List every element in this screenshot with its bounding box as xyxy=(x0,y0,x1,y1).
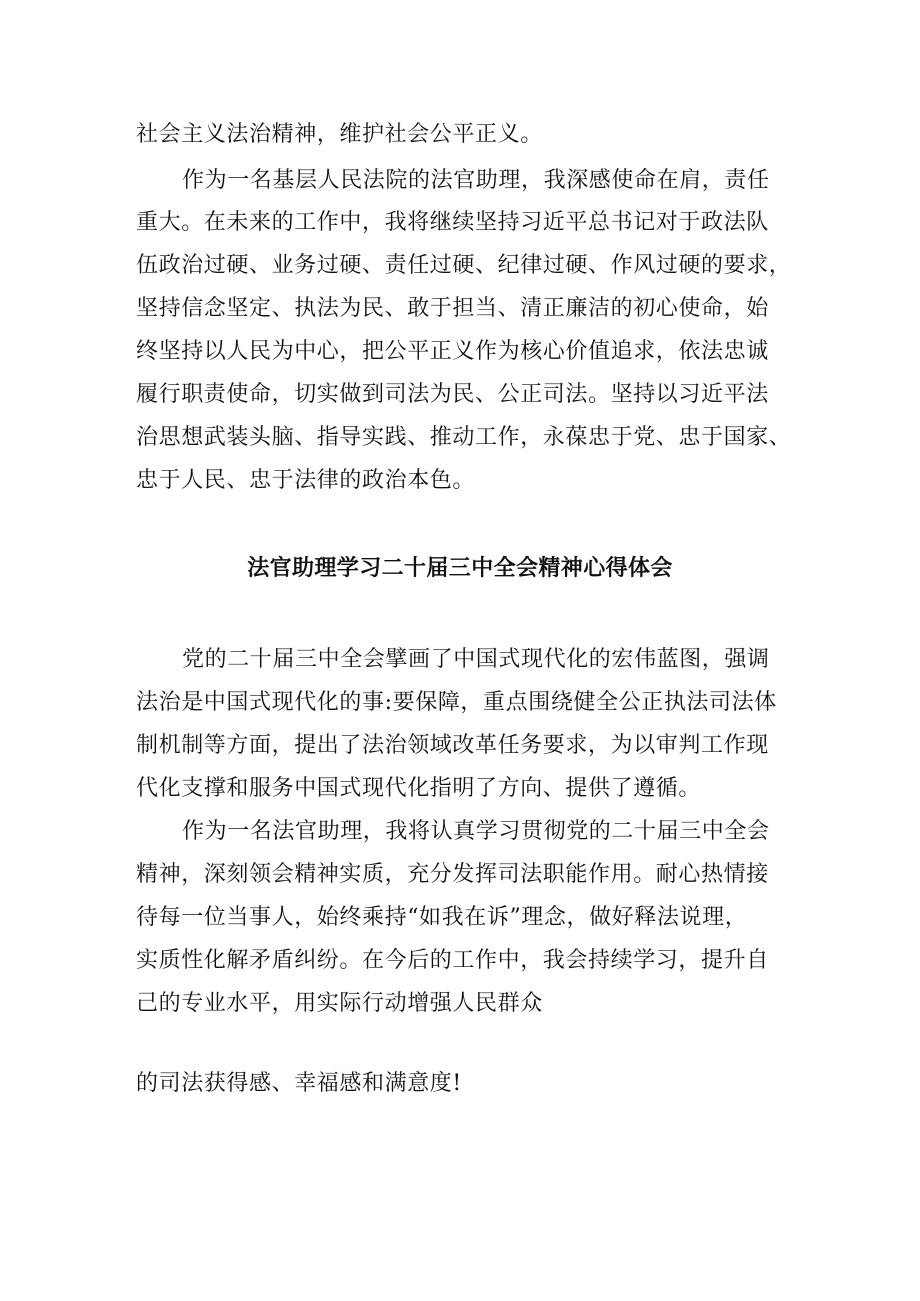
section-title: 法官助理学习二十届三中全会精神心得体会 xyxy=(247,555,673,581)
paragraph-line: 实质性化解矛盾纠纷。在今后的工作中，我会持续学习，提升自 xyxy=(136,948,769,973)
paragraph-line: 法治是中国式现代化的事:要保障，重点围绕健全公正执法司法体 xyxy=(136,690,777,715)
paragraph-line: 社会主义法治精神，维护社会公平正义。 xyxy=(136,122,543,147)
paragraph-line: 党的二十届三中全会擘画了中国式现代化的宏伟蓝图，强调 xyxy=(182,647,770,672)
paragraph-line: 履行职责使命，切实做到司法为民、公正司法。坚持以习近平法 xyxy=(136,382,769,407)
paragraph-line: 制机制等方面，提出了法治领域改革任务要求，为以审判工作现 xyxy=(136,733,769,758)
paragraph-line: 作为一名基层人民法院的法官助理，我深感使命在肩，责任 xyxy=(182,168,770,193)
paragraph-line: 终坚持以人民为中心，把公平正义作为核心价值追求，依法忠诚 xyxy=(136,339,769,364)
paragraph-line: 精神，深刻领会精神实质，充分发挥司法职能作用。耐心热情接 xyxy=(136,862,769,887)
paragraph-line: 己的专业水平，用实际行动增强人民群众 xyxy=(136,991,543,1016)
paragraph-line: 坚持信念坚定、执法为民、敢于担当、清正廉洁的初心使命，始 xyxy=(136,296,769,321)
paragraph-line: 代化支撑和服务中国式现代化指明了方向、提供了遵循。 xyxy=(136,776,702,801)
paragraph-line: 作为一名法官助理，我将认真学习贯彻党的二十届三中全会 xyxy=(182,819,770,844)
paragraph-line: 伍政治过硬、业务过硬、责任过硬、纪律过硬、作风过硬的要求， xyxy=(136,253,792,278)
paragraph-line: 忠于人民、忠于法律的政治本色。 xyxy=(136,468,476,493)
paragraph-line: 重大。在未来的工作中，我将继续坚持习近平总书记对于政法队 xyxy=(136,210,769,235)
paragraph-line: 待每一位当事人，始终乘持“如我在诉”理念，做好释法说理， xyxy=(136,905,748,930)
paragraph-line: 治思想武装头脑、指导实践、推动工作，永葆忠于党、忠于国家、 xyxy=(136,425,792,450)
closing-line: 的司法获得感、幸福感和满意度! xyxy=(136,1071,462,1096)
